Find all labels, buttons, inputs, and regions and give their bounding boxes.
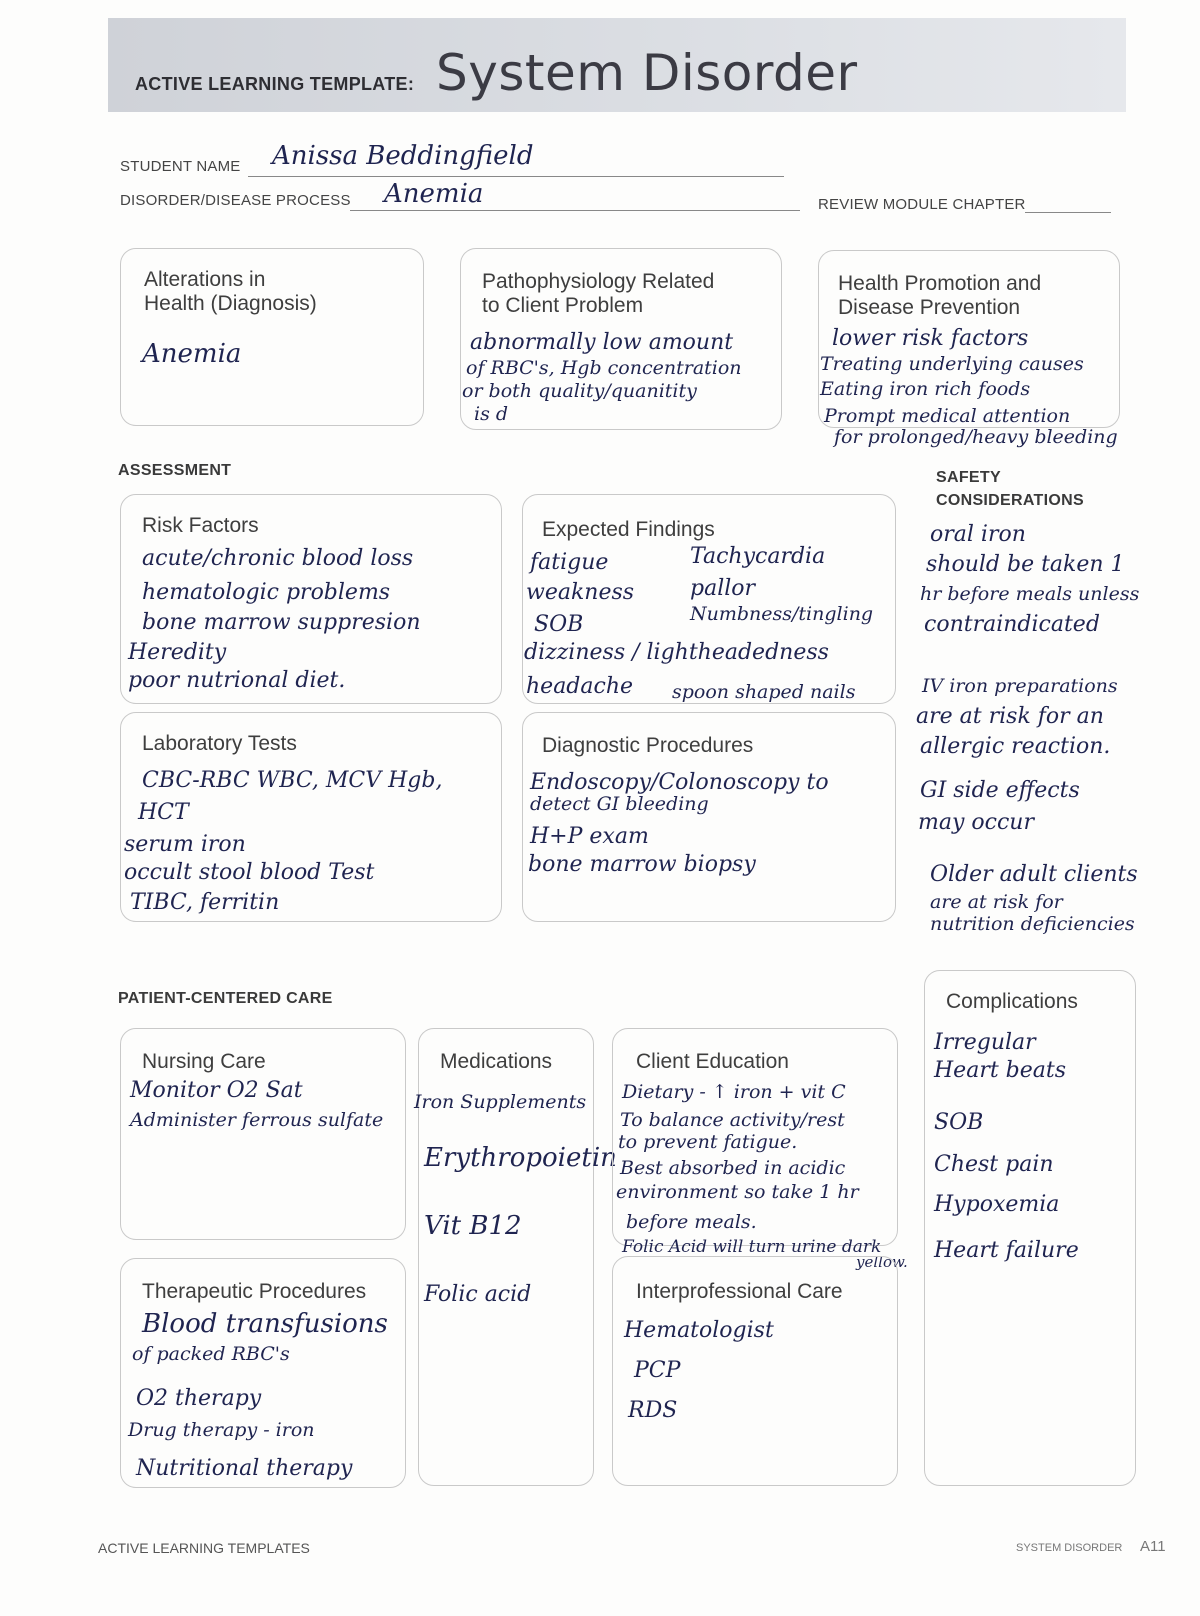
student-name-label: STUDENT NAME: [120, 158, 241, 175]
expected-findings-line-7: dizziness / lightheadedness: [524, 640, 829, 665]
safety-line-11: are at risk for: [930, 891, 1063, 913]
complications-line-1: Irregular: [934, 1030, 1036, 1055]
diagnostic-procedures-line-3: H+P exam: [530, 824, 649, 849]
health-promotion-title: Health Promotion and Disease Prevention: [838, 272, 1042, 320]
health-promotion-line-1: lower risk factors: [832, 326, 1029, 351]
complications-line-3: SOB: [934, 1110, 984, 1135]
safety-line-3: hr before meals unless: [920, 583, 1140, 605]
risk-factors-line-5: poor nutrional diet.: [128, 668, 346, 693]
risk-factors-line-3: bone marrow suppresion: [142, 610, 421, 635]
expected-findings-line-3: weakness: [526, 580, 635, 605]
expected-findings-line-1: fatigue: [530, 550, 609, 575]
health-promotion-line-2: Treating underlying causes: [820, 353, 1084, 375]
therapeutic-procedures-line-2: of packed RBC's: [132, 1343, 290, 1365]
pathophysiology-title: Pathophysiology Related to Client Problem: [482, 270, 715, 318]
safety-line-7: allergic reaction.: [920, 734, 1111, 759]
laboratory-tests-title: Laboratory Tests: [142, 732, 297, 755]
expected-findings-line-9: spoon shaped nails: [672, 681, 856, 703]
safety-line-4: contraindicated: [924, 612, 1100, 637]
safety-line-12: nutrition deficiencies: [930, 913, 1135, 935]
client-education-line-7: Folic Acid will turn urine dark: [622, 1237, 882, 1257]
expected-findings-line-8: headache: [526, 674, 634, 699]
medications-title: Medications: [440, 1050, 553, 1073]
laboratory-tests-line-3: serum iron: [124, 832, 246, 857]
laboratory-tests-line-4: occult stool blood Test: [124, 860, 375, 885]
therapeutic-procedures-line-3: O2 therapy: [136, 1386, 262, 1411]
pathophysiology-line-2: of RBC's, Hgb concentration: [466, 357, 742, 379]
nursing-care-title: Nursing Care: [142, 1050, 266, 1073]
nursing-care-line-2: Administer ferrous sulfate: [130, 1109, 384, 1131]
safety-line-5: IV iron preparations: [922, 675, 1118, 697]
nursing-care-line-1: Monitor O2 Sat: [130, 1078, 303, 1103]
complications-line-2: Heart beats: [934, 1058, 1067, 1083]
health-promotion-line-5: for prolonged/heavy bleeding: [834, 426, 1118, 448]
interprofessional-care-line-1: Hematologist: [624, 1318, 774, 1343]
therapeutic-procedures-line-1: Blood transfusions: [142, 1309, 388, 1339]
therapeutic-procedures-title: Therapeutic Procedures: [142, 1280, 367, 1303]
client-education-line-6: before meals.: [626, 1211, 757, 1233]
laboratory-tests-line-2: HCT: [138, 800, 189, 825]
safety-line-2: should be taken 1: [926, 552, 1125, 577]
complications-line-5: Hypoxemia: [934, 1192, 1060, 1217]
client-education-line-1: Dietary - ↑ iron + vit C: [622, 1081, 846, 1103]
expected-findings-line-4: pallor: [690, 576, 756, 601]
medications-line-3: Vit B12: [424, 1211, 522, 1241]
safety-line-10: Older adult clients: [930, 862, 1138, 887]
therapeutic-procedures-line-4: Drug therapy - iron: [128, 1419, 315, 1441]
student-name-value: Anissa Beddingfield: [272, 141, 534, 171]
risk-factors-line-4: Heredity: [128, 640, 227, 665]
client-education-title: Client Education: [636, 1050, 789, 1073]
review-module-label: REVIEW MODULE CHAPTER: [818, 196, 1026, 213]
therapeutic-procedures-line-5: Nutritional therapy: [136, 1456, 353, 1481]
footer-section-label: SYSTEM DISORDER: [1016, 1542, 1123, 1554]
alterations-title: Alterations in Health (Diagnosis): [144, 268, 317, 316]
disorder-value: Anemia: [384, 179, 484, 209]
patient-care-heading: PATIENT-CENTERED CARE: [118, 990, 333, 1007]
pathophysiology-line-3: or both quality/quanitity: [462, 380, 697, 402]
expected-findings-line-2: Tachycardia: [690, 544, 826, 569]
diagnostic-procedures-title: Diagnostic Procedures: [542, 734, 754, 757]
expected-findings-line-6: SOB: [534, 612, 584, 637]
pathophysiology-line-4: is d: [474, 403, 509, 425]
safety-line-6: are at risk for an: [916, 704, 1104, 729]
review-module-line: [1025, 212, 1111, 213]
client-education-line-3: to prevent fatigue.: [618, 1131, 798, 1153]
complications-title: Complications: [946, 990, 1078, 1013]
medications-line-2: Erythropoietin: [424, 1143, 617, 1173]
risk-factors-title: Risk Factors: [142, 514, 259, 537]
interprofessional-care-line-3: RDS: [628, 1398, 678, 1423]
footer-page-number: A11: [1140, 1538, 1166, 1555]
pathophysiology-line-1: abnormally low amount: [470, 330, 734, 355]
laboratory-tests-line-5: TIBC, ferritin: [130, 890, 280, 915]
complications-line-6: Heart failure: [934, 1238, 1079, 1263]
interprofessional-care-line-2: PCP: [634, 1358, 681, 1383]
footer-left: ACTIVE LEARNING TEMPLATES: [98, 1540, 310, 1556]
interprofessional-care-title: Interprofessional Care: [636, 1280, 843, 1303]
alterations-line-1: Anemia: [142, 339, 242, 369]
safety-line-9: may occur: [918, 810, 1034, 835]
assessment-heading: ASSESSMENT: [118, 462, 232, 479]
diagnostic-procedures-line-4: bone marrow biopsy: [528, 852, 756, 877]
disorder-label: DISORDER/DISEASE PROCESS: [120, 192, 351, 209]
safety-line-1: oral iron: [930, 522, 1026, 547]
diagnostic-procedures-line-1: Endoscopy/Colonoscopy to: [530, 770, 829, 795]
medications-line-4: Folic acid: [424, 1282, 532, 1307]
client-education-line-4: Best absorbed in acidic: [620, 1157, 846, 1179]
complications-line-4: Chest pain: [934, 1152, 1054, 1177]
disorder-line: [350, 210, 800, 211]
client-education-line-5: environment so take 1 hr: [616, 1181, 859, 1203]
client-education-line-8: yellow.: [856, 1253, 908, 1271]
safety-heading: SAFETY CONSIDERATIONS: [936, 469, 1084, 510]
expected-findings-line-5: Numbness/tingling: [690, 603, 874, 625]
student-name-line: [248, 176, 784, 177]
health-promotion-line-3: Eating iron rich foods: [820, 378, 1031, 400]
expected-findings-title: Expected Findings: [542, 518, 715, 541]
template-prefix: ACTIVE LEARNING TEMPLATE:: [135, 74, 415, 94]
risk-factors-line-1: acute/chronic blood loss: [142, 546, 414, 571]
client-education-line-2: To balance activity/rest: [620, 1109, 845, 1131]
medications-line-1: Iron Supplements: [414, 1091, 587, 1113]
template-title: System Disorder: [436, 44, 858, 102]
risk-factors-line-2: hematologic problems: [142, 580, 391, 605]
safety-line-8: GI side effects: [920, 778, 1080, 803]
health-promotion-line-4: Prompt medical attention: [824, 405, 1071, 427]
diagnostic-procedures-line-2: detect GI bleeding: [530, 793, 709, 815]
laboratory-tests-line-1: CBC-RBC WBC, MCV Hgb,: [142, 768, 443, 793]
